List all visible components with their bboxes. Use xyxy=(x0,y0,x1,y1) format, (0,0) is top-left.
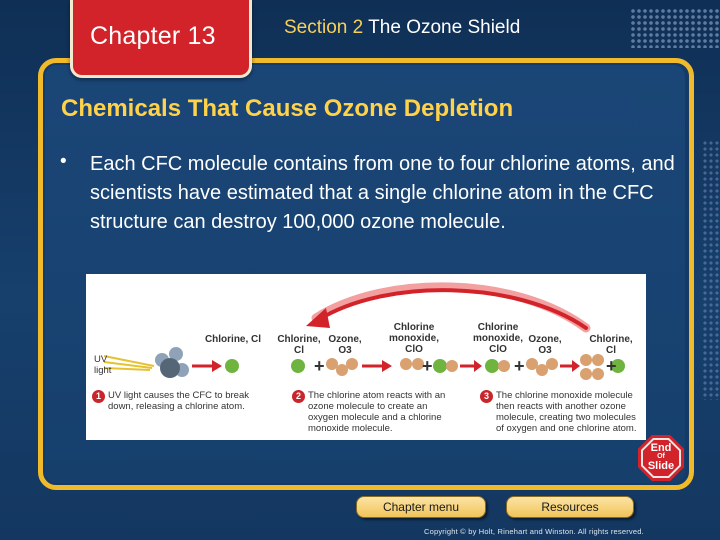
reaction-arrow-head xyxy=(474,360,482,372)
plus-sign: + xyxy=(314,356,325,376)
plus-sign: + xyxy=(422,356,433,376)
uv-light-label: UV light xyxy=(94,354,112,376)
decorative-dot-grid-side xyxy=(702,140,720,400)
label-chlorine-2: Chlorine, Cl xyxy=(277,334,321,356)
end-label: End xyxy=(650,442,672,454)
oxygen-atom xyxy=(526,358,538,370)
oxygen-atom xyxy=(536,364,548,376)
label-ozone-1: Ozone, O3 xyxy=(328,334,362,356)
oxygen-atom xyxy=(546,358,558,370)
reaction-arrow-head xyxy=(572,360,580,372)
oxygen-atom xyxy=(400,358,412,370)
cfc-carbon xyxy=(160,358,180,378)
of-label: Of xyxy=(657,453,665,460)
recycle-arrow-head xyxy=(306,308,330,328)
ozone-depletion-figure xyxy=(86,274,646,440)
step-number-1: 1 xyxy=(92,390,105,403)
label-ozone-2: Ozone, O3 xyxy=(528,334,562,356)
chapter-tab xyxy=(70,0,252,78)
step-text-3: The chlorine monoxide molecule then reacts with another ozone molecule, creating two molecules of oxygen and one chlorine atom. xyxy=(496,390,637,434)
reaction-arrow-head xyxy=(382,360,392,372)
oxygen-atom xyxy=(446,360,458,372)
step-text-1: UV light causes the CFC to break down, releasing a chlorine atom. xyxy=(108,390,249,412)
label-chlorine-monoxide-2: Chlorine monoxide, ClO xyxy=(472,322,523,355)
decorative-dot-grid xyxy=(630,8,720,48)
chlorine-atom xyxy=(225,359,239,373)
label-chlorine-3: Chlorine, Cl xyxy=(589,334,633,356)
reaction-arrow-head xyxy=(212,360,222,372)
slide-label: Slide xyxy=(647,460,675,472)
copyright-notice: Copyright © by Holt, Rinehart and Winston. All rights reserved. xyxy=(424,527,644,536)
chlorine-atom xyxy=(291,359,305,373)
oxygen-atom xyxy=(346,358,358,370)
step-number-2: 2 xyxy=(292,390,305,403)
end-of-slide-button[interactable] xyxy=(638,435,684,481)
step-text-2: The chlorine atom reacts with an ozone molecule to create an oxygen molecule and a chlorine monoxide molecule. xyxy=(308,390,446,434)
chapter-label: Chapter 13 xyxy=(90,22,216,50)
slide-title: Chemicals That Cause Ozone Depletion xyxy=(61,95,514,122)
bullet-marker: • xyxy=(60,151,67,172)
section-title xyxy=(284,17,520,39)
chapter-menu-button[interactable]: Chapter menu xyxy=(356,496,486,518)
oxygen-atom xyxy=(336,364,348,376)
label-chlorine-monoxide-1: Chlorine monoxide, ClO xyxy=(388,322,439,355)
resources-button[interactable]: Resources xyxy=(506,496,634,518)
plus-sign: + xyxy=(606,356,617,376)
label-chlorine-1: Chlorine, Cl xyxy=(204,334,262,345)
step-number-3: 3 xyxy=(480,390,493,403)
section-label: Section 2 xyxy=(284,17,364,38)
chlorine-atom xyxy=(433,359,447,373)
plus-sign: + xyxy=(514,356,525,376)
bullet-text: Each CFC molecule contains from one to four chlorine atoms, and scientists have estimated that a single chlorine atom in the CFC structure can destroy 100,000 ozone molecule. xyxy=(90,153,675,233)
section-name: The Ozone Shield xyxy=(368,17,521,38)
oxygen-atom xyxy=(592,368,604,380)
oxygen-atom xyxy=(326,358,338,370)
chlorine-atom xyxy=(485,359,499,373)
oxygen-atom xyxy=(580,368,592,380)
oxygen-atom xyxy=(498,360,510,372)
